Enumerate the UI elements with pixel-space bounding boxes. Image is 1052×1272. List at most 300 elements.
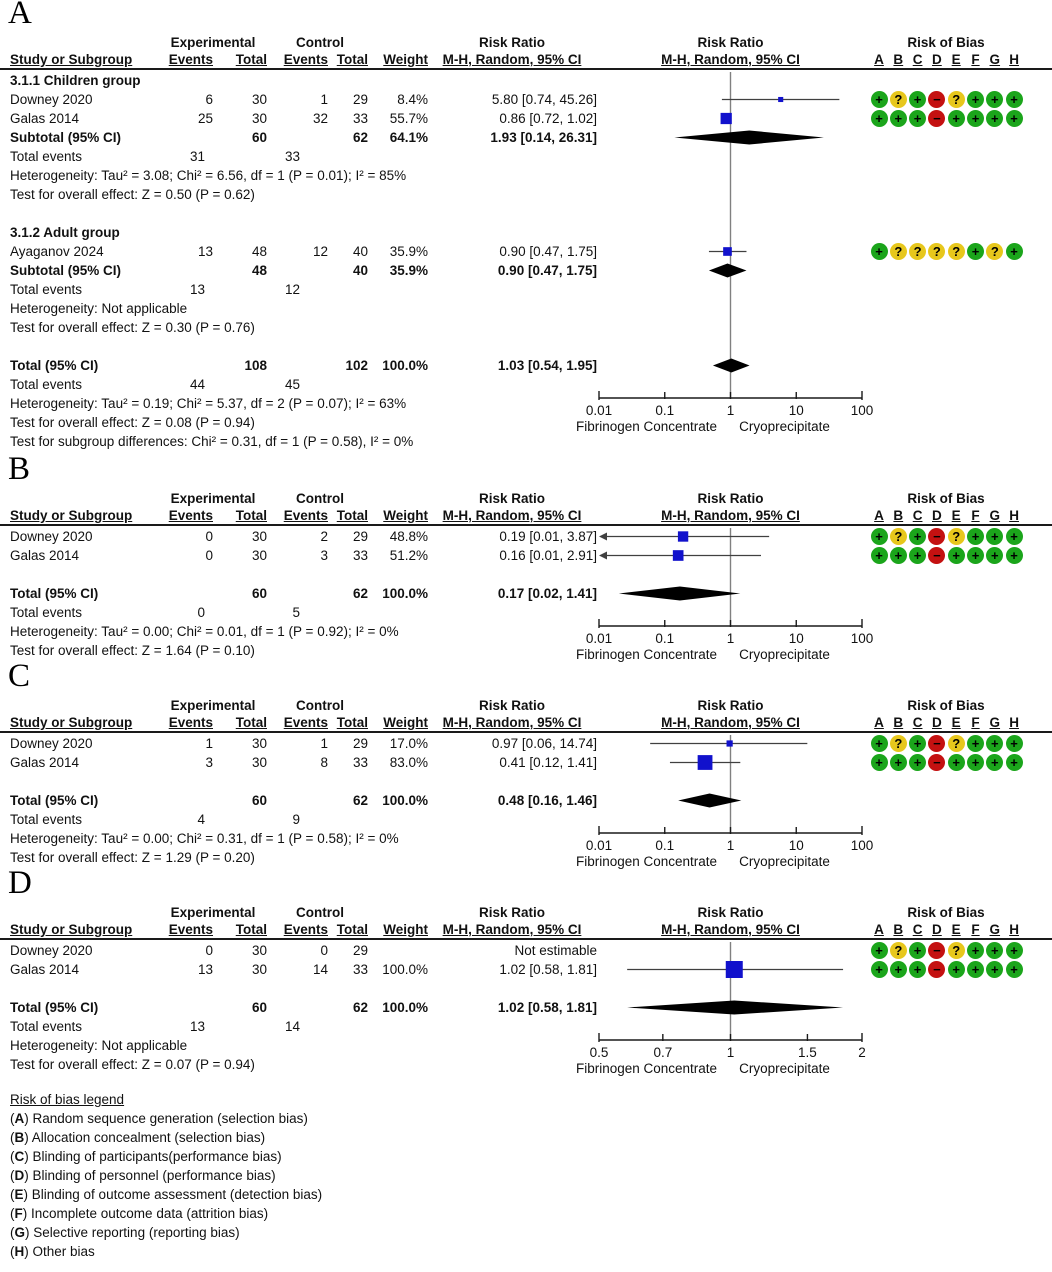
pooled-diamond	[674, 131, 824, 145]
rob-circle-C: +	[909, 754, 926, 771]
rob-domain-B: B	[893, 508, 904, 523]
ctl-events-value: 32	[312, 111, 328, 126]
legend-items	[10, 1109, 322, 1261]
total-events-exp: 4	[197, 812, 205, 827]
x-axis-tick-label: 10	[788, 403, 804, 418]
weight-value: 51.2%	[389, 548, 428, 563]
pooled-weight: 100.0%	[382, 358, 428, 373]
x-axis-tick-label: 100	[850, 631, 874, 646]
col-exp-events: Events	[168, 922, 213, 937]
pooled-weight: 100.0%	[382, 1000, 428, 1015]
legend-text: Selective reporting (reporting bias)	[33, 1225, 240, 1240]
col-exp-total: Total	[235, 52, 267, 67]
rob-circle-C: +	[909, 735, 926, 752]
legend-key: E	[14, 1187, 24, 1202]
pooled-exp-total: 60	[251, 1000, 267, 1015]
rr-ci-value: 0.86 [0.72, 1.02]	[499, 111, 597, 126]
rob-circle-F: +	[967, 754, 984, 771]
col-weight: Weight	[383, 922, 428, 937]
total-events-exp: 0	[197, 605, 205, 620]
legend-text: Blinding of outcome assessment (detection bias)	[31, 1187, 323, 1202]
legend-key: G	[14, 1225, 26, 1240]
x-axis-tick-label: 10	[788, 631, 804, 646]
total-events-ctl: 12	[284, 282, 300, 297]
rob-circle-E: ?	[948, 243, 965, 260]
study-name: Downey 2020	[10, 736, 93, 751]
col-group-risk-of-bias: Risk of Bias	[907, 35, 985, 50]
pooled-weight: 100.0%	[382, 793, 428, 808]
ci-arrow-left	[599, 552, 607, 560]
rob-circle-D: −	[928, 547, 945, 564]
rob-circle-B: +	[890, 754, 907, 771]
pooled-weight: 64.1%	[389, 130, 428, 145]
risk-of-bias-legend	[10, 1090, 322, 1261]
ctl-total-value: 29	[352, 943, 368, 958]
col-ctl-events: Events	[283, 508, 328, 523]
rob-circle-A: +	[871, 942, 888, 959]
exp-events-value: 25	[197, 111, 213, 126]
rob-circle-G: +	[986, 735, 1003, 752]
col-study: Study or Subgroup	[10, 922, 133, 937]
panel-B	[0, 451, 1052, 662]
legend-key: F	[14, 1206, 23, 1221]
col-study: Study or Subgroup	[10, 508, 133, 523]
pooled-diamond	[713, 359, 750, 373]
exp-total-value: 30	[251, 962, 267, 977]
rob-circle-F: +	[967, 942, 984, 959]
rob-circle-A: +	[871, 110, 888, 127]
pooled-rr-ci: 0.48 [0.16, 1.46]	[497, 793, 597, 808]
pooled-ctl-total: 62	[352, 586, 368, 601]
legend-text: Other bias	[32, 1244, 95, 1259]
ci-arrow-left	[599, 533, 607, 541]
rob-circle-F: +	[967, 91, 984, 108]
rob-circle-H: +	[1006, 91, 1023, 108]
rob-circle-F: +	[967, 961, 984, 978]
col-ctl-events: Events	[283, 922, 328, 937]
panel-A	[0, 0, 1052, 451]
legend-text: Incomplete outcome data (attrition bias)	[31, 1206, 269, 1221]
rob-circle-E: ?	[948, 735, 965, 752]
rob-domain-G: G	[989, 715, 1001, 730]
col-weight: Weight	[383, 715, 428, 730]
weight-value: 35.9%	[389, 244, 428, 259]
stats-note: Heterogeneity: Tau² = 0.00; Chi² = 0.01, df = 1 (P = 0.92); I² = 0%	[10, 624, 399, 639]
exp-total-value: 30	[251, 755, 267, 770]
rob-circle-D: ?	[928, 243, 945, 260]
col-group-risk-ratio-plot: Risk Ratio	[697, 905, 764, 920]
pooled-diamond	[619, 587, 741, 601]
legend-text: Random sequence generation (selection bias)	[32, 1111, 308, 1126]
x-axis-tick-label: 10	[788, 838, 804, 853]
pooled-ctl-total: 102	[345, 358, 368, 373]
forest-plot-area-A	[540, 0, 885, 496]
rob-circle-D: −	[928, 110, 945, 127]
col-group-risk-ratio-plot: Risk Ratio	[697, 491, 764, 506]
rr-ci-value: 0.41 [0.12, 1.41]	[499, 755, 597, 770]
legend-text: Blinding of personnel (performance bias)	[32, 1168, 276, 1183]
rob-circle-C: +	[909, 961, 926, 978]
pooled-label: Subtotal (95% CI)	[10, 263, 122, 278]
rr-ci-value: 1.02 [0.58, 1.81]	[499, 962, 597, 977]
effect-square	[726, 961, 743, 978]
rob-domain-G: G	[989, 508, 1001, 523]
legend-paren-open: (	[10, 1187, 15, 1202]
stats-note: Test for overall effect: Z = 1.64 (P = 0.10)	[10, 643, 255, 658]
col-ctl-total: Total	[336, 715, 368, 730]
stats-note: Test for overall effect: Z = 0.50 (P = 0.62)	[10, 187, 255, 202]
rob-circle-G: +	[986, 547, 1003, 564]
pooled-exp-total: 60	[251, 793, 267, 808]
total-events-ctl: 14	[284, 1019, 300, 1034]
legend-paren-open: (	[10, 1168, 15, 1183]
legend-paren-open: (	[10, 1130, 15, 1145]
rob-circle-B: +	[890, 110, 907, 127]
rob-domain-G: G	[989, 922, 1001, 937]
x-axis-tick-label: 1	[726, 403, 735, 418]
rob-domain-D: D	[932, 715, 942, 730]
col-group-experimental: Experimental	[170, 35, 256, 50]
col-weight: Weight	[383, 52, 428, 67]
rr-ci-value: 0.90 [0.47, 1.75]	[499, 244, 597, 259]
col-mh-ci-text: M-H, Random, 95% CI	[442, 922, 582, 937]
col-weight: Weight	[383, 508, 428, 523]
ctl-events-value: 0	[320, 943, 328, 958]
pooled-rr-ci: 1.93 [0.14, 26.31]	[490, 130, 597, 145]
rob-circle-E: ?	[948, 942, 965, 959]
x-axis-label-right: Cryoprecipitate	[739, 419, 830, 434]
col-group-risk-of-bias: Risk of Bias	[907, 491, 985, 506]
rob-circle-D: −	[928, 754, 945, 771]
pooled-weight: 100.0%	[382, 586, 428, 601]
exp-total-value: 30	[251, 548, 267, 563]
col-exp-events: Events	[168, 715, 213, 730]
effect-square	[727, 740, 733, 746]
pooled-weight: 35.9%	[389, 263, 428, 278]
rob-circle-H: +	[1006, 961, 1023, 978]
legend-paren-open: (	[10, 1111, 15, 1126]
rob-circle-D: −	[928, 91, 945, 108]
rob-circle-F: +	[967, 528, 984, 545]
legend-paren-close: )	[25, 1225, 34, 1240]
col-group-experimental: Experimental	[170, 491, 256, 506]
rob-domain-C: C	[912, 52, 923, 67]
col-mh-ci-plot: M-H, Random, 95% CI	[661, 508, 800, 523]
rob-circle-E: +	[948, 547, 965, 564]
legend-key: A	[14, 1111, 25, 1126]
x-axis-tick-label: 0.1	[655, 838, 675, 853]
rob-circle-A: +	[871, 961, 888, 978]
pooled-exp-total: 48	[251, 263, 267, 278]
rob-circle-E: +	[948, 961, 965, 978]
stats-note: Heterogeneity: Tau² = 3.08; Chi² = 6.56, df = 1 (P = 0.01); I² = 85%	[10, 168, 407, 183]
rob-circle-G: +	[986, 942, 1003, 959]
rob-circle-H: +	[1006, 110, 1023, 127]
weight-value: 100.0%	[382, 962, 428, 977]
rob-circle-B: +	[890, 961, 907, 978]
rob-circle-C: ?	[909, 243, 926, 260]
x-axis-label-right: Cryoprecipitate	[739, 647, 830, 662]
col-ctl-total: Total	[336, 52, 368, 67]
col-group-control: Control	[296, 491, 344, 506]
col-study: Study or Subgroup	[10, 715, 133, 730]
rob-circle-F: +	[967, 735, 984, 752]
legend-key: H	[14, 1244, 25, 1259]
total-events-exp: 13	[189, 1019, 205, 1034]
rob-circle-A: +	[871, 243, 888, 260]
exp-events-value: 0	[205, 529, 213, 544]
legend-item-C	[10, 1147, 322, 1166]
col-group-risk-ratio-text: Risk Ratio	[478, 698, 546, 713]
rr-ci-value: Not estimable	[514, 943, 597, 958]
study-name: Galas 2014	[10, 755, 80, 770]
rob-domain-D: D	[932, 52, 942, 67]
pooled-label: Total (95% CI)	[10, 793, 99, 808]
subgroup-header: 3.1.1 Children group	[10, 73, 141, 88]
col-group-control: Control	[296, 35, 344, 50]
pooled-diamond	[709, 264, 747, 278]
rob-domain-E: E	[951, 715, 961, 730]
legend-paren-open: (	[10, 1244, 15, 1259]
rob-circle-D: −	[928, 735, 945, 752]
col-ctl-total: Total	[336, 922, 368, 937]
col-group-experimental: Experimental	[170, 698, 256, 713]
rob-domain-B: B	[893, 922, 904, 937]
rob-domain-C: C	[912, 508, 923, 523]
rob-domain-B: B	[893, 52, 904, 67]
exp-total-value: 30	[251, 529, 267, 544]
col-mh-ci-text: M-H, Random, 95% CI	[442, 508, 582, 523]
x-axis-tick-label: 0.1	[655, 403, 675, 418]
exp-events-value: 0	[205, 943, 213, 958]
weight-value: 83.0%	[389, 755, 428, 770]
rob-circle-G: +	[986, 110, 1003, 127]
rob-circle-D: −	[928, 942, 945, 959]
rob-circle-B: ?	[890, 735, 907, 752]
rob-circle-F: +	[967, 547, 984, 564]
stats-note: Heterogeneity: Tau² = 0.00; Chi² = 0.31, df = 1 (P = 0.58); I² = 0%	[10, 831, 399, 846]
rob-domain-E: E	[951, 508, 961, 523]
total-events-ctl: 5	[292, 605, 300, 620]
x-axis-tick-label: 100	[850, 403, 874, 418]
rob-circle-H: +	[1006, 754, 1023, 771]
header-rule	[0, 731, 1052, 733]
legend-paren-close: )	[22, 1206, 31, 1221]
legend-paren-close: )	[23, 1187, 32, 1202]
header-rule	[0, 938, 1052, 940]
exp-total-value: 30	[251, 111, 267, 126]
ctl-events-value: 2	[320, 529, 328, 544]
legend-text: Allocation concealment (selection bias)	[31, 1130, 266, 1145]
stats-note: Heterogeneity: Not applicable	[10, 301, 188, 316]
ctl-events-value: 12	[312, 244, 328, 259]
col-group-risk-of-bias: Risk of Bias	[907, 905, 985, 920]
rob-circle-D: −	[928, 961, 945, 978]
rob-domain-E: E	[951, 922, 961, 937]
legend-paren-close: )	[24, 1168, 33, 1183]
study-name: Downey 2020	[10, 943, 93, 958]
pooled-diamond	[678, 794, 741, 808]
rob-circle-A: +	[871, 91, 888, 108]
col-group-risk-ratio-text: Risk Ratio	[478, 905, 546, 920]
panel-label: C	[8, 658, 31, 694]
stats-note: Test for overall effect: Z = 0.30 (P = 0.76)	[10, 320, 255, 335]
stats-note: Heterogeneity: Tau² = 0.19; Chi² = 5.37, df = 2 (P = 0.07); I² = 63%	[10, 396, 407, 411]
rob-circle-B: ?	[890, 528, 907, 545]
legend-text: Blinding of participants(performance bias)	[32, 1149, 282, 1164]
weight-value: 17.0%	[389, 736, 428, 751]
rob-circle-H: +	[1006, 735, 1023, 752]
col-mh-ci-plot: M-H, Random, 95% CI	[661, 715, 800, 730]
rob-domain-H: H	[1009, 52, 1019, 67]
rob-circle-H: +	[1006, 942, 1023, 959]
total-events-label: Total events	[10, 812, 83, 827]
study-name: Galas 2014	[10, 111, 80, 126]
stats-note: Test for overall effect: Z = 1.29 (P = 0.20)	[10, 850, 255, 865]
legend-item-A	[10, 1109, 322, 1128]
header-rule	[0, 68, 1052, 70]
ctl-total-value: 29	[352, 736, 368, 751]
panel-label: B	[8, 451, 31, 487]
subgroup-header: 3.1.2 Adult group	[10, 225, 120, 240]
exp-events-value: 13	[197, 244, 213, 259]
rob-circle-A: +	[871, 547, 888, 564]
rob-circle-H: +	[1006, 528, 1023, 545]
legend-item-H	[10, 1242, 322, 1261]
rob-domain-F: F	[971, 922, 980, 937]
rob-circle-B: +	[890, 547, 907, 564]
legend-key: D	[14, 1168, 25, 1183]
col-group-control: Control	[296, 698, 344, 713]
x-axis-label-right: Cryoprecipitate	[739, 854, 830, 869]
rob-domain-C: C	[912, 715, 923, 730]
col-group-risk-of-bias: Risk of Bias	[907, 698, 985, 713]
total-events-ctl: 45	[284, 377, 300, 392]
study-name: Galas 2014	[10, 962, 80, 977]
panel-C	[0, 658, 1052, 869]
col-study: Study or Subgroup	[10, 52, 133, 67]
pooled-label: Subtotal (95% CI)	[10, 130, 122, 145]
ctl-total-value: 33	[352, 755, 368, 770]
ctl-total-value: 40	[352, 244, 368, 259]
rob-circle-A: +	[871, 735, 888, 752]
ctl-events-value: 1	[320, 736, 328, 751]
rob-circle-B: ?	[890, 91, 907, 108]
total-events-label: Total events	[10, 605, 83, 620]
col-exp-events: Events	[168, 52, 213, 67]
col-mh-ci-plot: M-H, Random, 95% CI	[661, 922, 800, 937]
rr-ci-value: 0.97 [0.06, 14.74]	[491, 736, 597, 751]
total-events-exp: 31	[189, 149, 205, 164]
rr-ci-value: 0.16 [0.01, 2.91]	[499, 548, 597, 563]
rob-domain-A: A	[874, 52, 884, 67]
legend-title: Risk of bias legend	[10, 1092, 125, 1107]
x-axis-label-left: Fibrinogen Concentrate	[575, 647, 718, 662]
total-events-label: Total events	[10, 282, 83, 297]
legend-item-E	[10, 1185, 322, 1204]
rob-circle-H: +	[1006, 243, 1023, 260]
ctl-events-value: 3	[320, 548, 328, 563]
rob-circle-E: +	[948, 754, 965, 771]
rob-domain-F: F	[971, 715, 980, 730]
total-events-ctl: 33	[284, 149, 300, 164]
rob-circle-D: −	[928, 528, 945, 545]
pooled-rr-ci: 0.17 [0.02, 1.41]	[497, 586, 597, 601]
x-axis-tick-label: 1	[726, 838, 735, 853]
col-group-control: Control	[296, 905, 344, 920]
pooled-label: Total (95% CI)	[10, 358, 99, 373]
stats-note: Test for subgroup differences: Chi² = 0.31, df = 1 (P = 0.58), I² = 0%	[10, 434, 414, 449]
study-name: Ayaganov 2024	[10, 244, 104, 259]
rob-domain-B: B	[893, 715, 904, 730]
x-axis-tick-label: 0.01	[585, 838, 613, 853]
header-rule	[0, 524, 1052, 526]
pooled-rr-ci: 1.03 [0.54, 1.95]	[497, 358, 597, 373]
rob-circle-C: +	[909, 942, 926, 959]
legend-key: B	[14, 1130, 25, 1145]
x-axis-label-left: Fibrinogen Concentrate	[575, 1061, 718, 1076]
rr-ci-value: 0.19 [0.01, 3.87]	[499, 529, 597, 544]
panel-label: A	[8, 0, 32, 31]
ctl-total-value: 29	[352, 92, 368, 107]
col-group-risk-ratio-plot: Risk Ratio	[697, 35, 764, 50]
x-axis-tick-label: 2	[858, 1045, 866, 1060]
legend-paren-open: (	[10, 1225, 15, 1240]
col-exp-total: Total	[235, 508, 267, 523]
total-events-label: Total events	[10, 1019, 83, 1034]
x-axis-tick-label: 1	[726, 1045, 735, 1060]
col-exp-total: Total	[235, 715, 267, 730]
col-ctl-events: Events	[283, 715, 328, 730]
legend-key: C	[14, 1149, 25, 1164]
x-axis-tick-label: 0.1	[655, 631, 675, 646]
stats-note: Test for overall effect: Z = 0.07 (P = 0.94)	[10, 1057, 255, 1072]
rob-circle-E: ?	[948, 528, 965, 545]
exp-events-value: 6	[205, 92, 213, 107]
col-group-experimental: Experimental	[170, 905, 256, 920]
study-name: Downey 2020	[10, 529, 93, 544]
rob-circle-G: ?	[986, 243, 1003, 260]
pooled-label: Total (95% CI)	[10, 1000, 99, 1015]
rob-circle-C: +	[909, 528, 926, 545]
rob-domain-A: A	[874, 922, 884, 937]
study-name: Galas 2014	[10, 548, 80, 563]
ctl-events-value: 14	[312, 962, 328, 977]
ctl-total-value: 33	[352, 962, 368, 977]
rob-circle-G: +	[986, 754, 1003, 771]
rob-circle-F: +	[967, 243, 984, 260]
legend-item-B	[10, 1128, 322, 1147]
col-mh-ci-text: M-H, Random, 95% CI	[442, 715, 582, 730]
x-axis-label-left: Fibrinogen Concentrate	[575, 419, 718, 434]
exp-total-value: 30	[251, 736, 267, 751]
legend-paren-close: )	[24, 1111, 33, 1126]
rob-circle-A: +	[871, 754, 888, 771]
col-ctl-total: Total	[336, 508, 368, 523]
exp-events-value: 13	[197, 962, 213, 977]
rob-circle-G: +	[986, 528, 1003, 545]
legend-paren-close: )	[24, 1149, 33, 1164]
x-axis-tick-label: 0.5	[589, 1045, 609, 1060]
ctl-total-value: 33	[352, 111, 368, 126]
ctl-total-value: 29	[352, 529, 368, 544]
legend-paren-open: (	[10, 1206, 15, 1221]
legend-item-F	[10, 1204, 322, 1223]
exp-events-value: 0	[205, 548, 213, 563]
exp-total-value: 30	[251, 92, 267, 107]
pooled-exp-total: 60	[251, 586, 267, 601]
rob-circle-A: +	[871, 528, 888, 545]
